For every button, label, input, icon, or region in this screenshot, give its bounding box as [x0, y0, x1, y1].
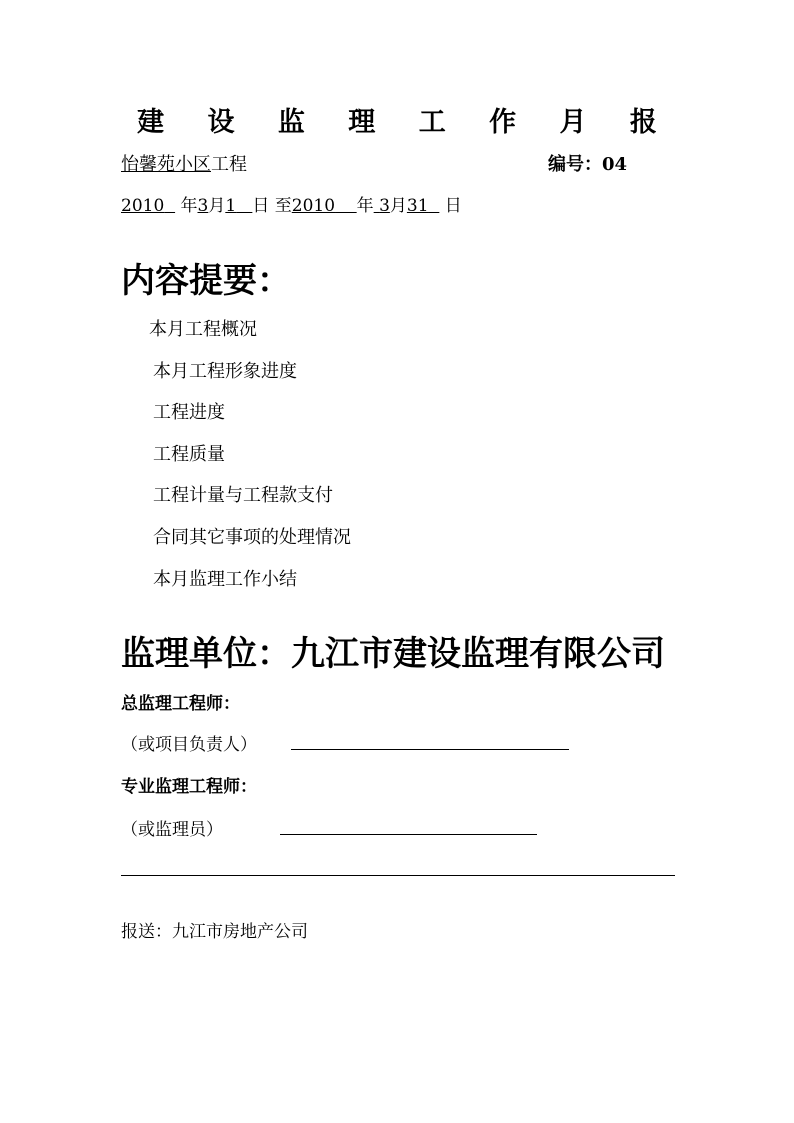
report-number: 编号：04	[548, 154, 628, 175]
chief-engineer-alt: （或项目负责人）	[121, 735, 257, 755]
end-year: 2010	[291, 196, 336, 216]
report-recipient: 报送：九江市房地产公司	[121, 922, 308, 942]
summary-item: 本月监理工作小结	[153, 569, 297, 590]
document-title: 建 设 监 理 工 作 月 报	[137, 107, 674, 138]
start-year: 2010	[121, 196, 165, 216]
end-month: 3	[379, 196, 390, 216]
chief-engineer-label: 总监理工程师：	[121, 694, 240, 714]
specialist-engineer-label: 专业监理工程师：	[121, 777, 257, 797]
project-name-suffix: 工程	[211, 154, 247, 175]
summary-item: 工程进度	[153, 402, 225, 423]
summary-item: 工程质量	[153, 444, 225, 465]
start-month: 3	[197, 196, 209, 216]
summary-item: 合同其它事项的处理情况	[153, 527, 351, 548]
summary-item: 本月工程概况	[149, 319, 257, 340]
end-day: 31	[406, 196, 429, 216]
project-name-underlined: 怡馨苑小区	[121, 154, 211, 175]
summary-heading: 内容提要：	[121, 261, 291, 301]
summary-item: 本月工程形象进度	[153, 361, 297, 382]
report-period: 2010 年3月1 日 至2010 年 3月31 日	[121, 196, 462, 216]
chief-engineer-signature-line[interactable]	[291, 749, 569, 750]
start-day: 1	[225, 196, 237, 216]
section-divider	[121, 875, 675, 876]
project-name	[121, 150, 247, 176]
specialist-engineer-signature-line[interactable]	[280, 834, 537, 835]
supervision-unit: 监理单位：九江市建设监理有限公司	[121, 634, 665, 674]
specialist-engineer-alt: （或监理员）	[121, 820, 223, 840]
summary-item: 工程计量与工程款支付	[153, 485, 333, 506]
